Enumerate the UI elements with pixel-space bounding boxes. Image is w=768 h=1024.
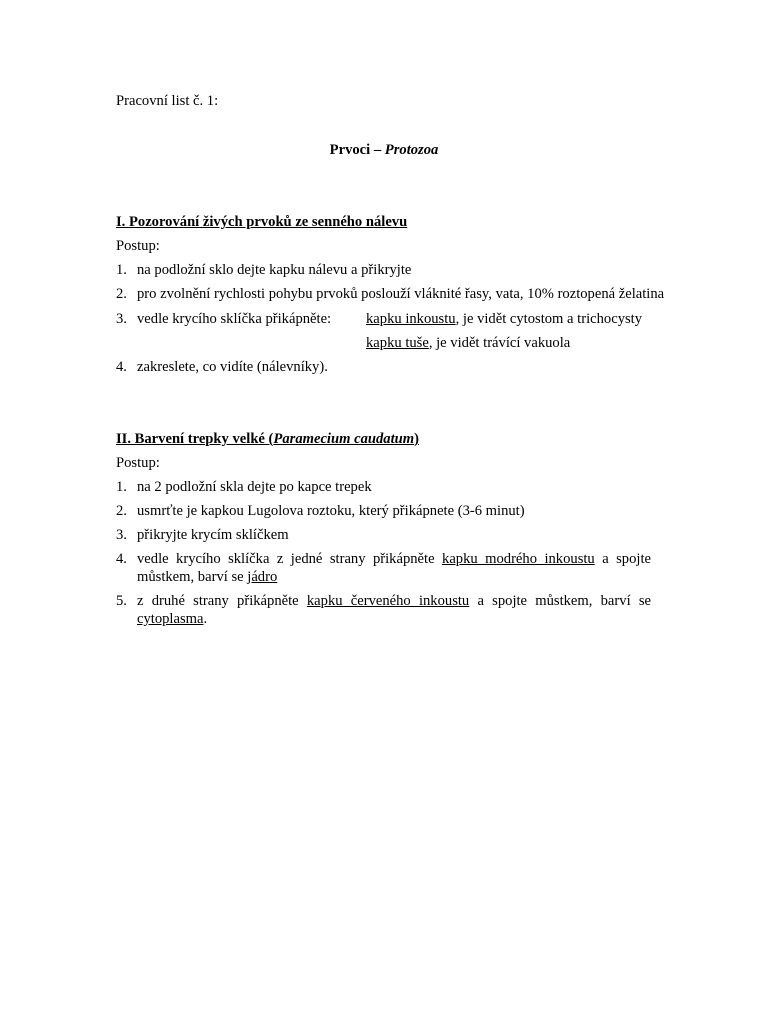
- section1-postup: Postup:: [116, 238, 160, 254]
- title-italic: Protozoa: [384, 142, 439, 158]
- red-ink-link: kapku červeného inkoustu: [306, 593, 470, 609]
- section2-heading: II. Barvení trepky velké (Paramecium caudatum): [116, 431, 419, 447]
- worksheet-header: Pracovní list č. 1:: [116, 93, 219, 109]
- ink-link: kapku tuše: [366, 335, 429, 351]
- item-number: 3.: [116, 527, 127, 543]
- item-text: na 2 podložní skla dejte po kapce trepek: [137, 479, 372, 495]
- section2-item-5: [0, 592, 768, 628]
- item-text: přikryjte krycím sklíčkem: [137, 527, 289, 543]
- item-number: 2.: [116, 286, 127, 302]
- item-number: 4.: [116, 359, 127, 375]
- item-text: pro zvolnění rychlosti pohybu prvoků poslouží vláknité řasy, vata, 10% roztopená želatina: [137, 286, 665, 302]
- item-text: vedle krycího sklíčka přikápněte:: [137, 311, 332, 327]
- item-number: 4.: [116, 551, 127, 567]
- item-text: usmrťte je kapkou Lugolova roztoku, který přikápnete (3-6 minut): [137, 503, 525, 519]
- item-number: 3.: [116, 311, 127, 327]
- item-5-line2: cytoplasma.: [137, 611, 208, 627]
- species-name: Paramecium caudatum: [273, 431, 415, 447]
- section2-postup: Postup:: [116, 455, 160, 471]
- item-3-sub2: kapku tuše, je vidět trávící vakuola: [366, 335, 571, 351]
- ink-link: kapku inkoustu: [366, 311, 456, 327]
- item-number: 1.: [116, 262, 127, 278]
- item-4-line1: vedle krycího sklíčka z jedné strany přikápněte kapku modrého inkoustu a spojte: [137, 551, 651, 567]
- item-text: zakreslete, co vidíte (nálevníky).: [137, 359, 328, 375]
- item-text: na podložní sklo dejte kapku nálevu a přikryjte: [137, 262, 412, 278]
- document-title: [0, 141, 768, 159]
- section1-heading: I. Pozorování živých prvoků ze senného nálevu: [116, 214, 408, 230]
- nucleus-link: jádro: [247, 569, 278, 585]
- section2-item-4: [0, 550, 768, 586]
- item-number: 1.: [116, 479, 127, 495]
- blue-ink-link: kapku modrého inkoustu: [442, 551, 595, 567]
- item-number: 5.: [116, 593, 127, 609]
- item-3-sub1: kapku inkoustu, je vidět cytostom a trichocysty: [366, 311, 643, 327]
- cytoplasm-link: cytoplasma: [137, 611, 204, 627]
- item-number: 2.: [116, 503, 127, 519]
- item-4-line2: můstkem, barví se jádro: [137, 569, 278, 585]
- item-5-line1: z druhé strany přikápněte kapku červeného inkoustu a spojte můstkem, barví se: [137, 593, 652, 609]
- title-main: Prvoci –: [329, 142, 385, 158]
